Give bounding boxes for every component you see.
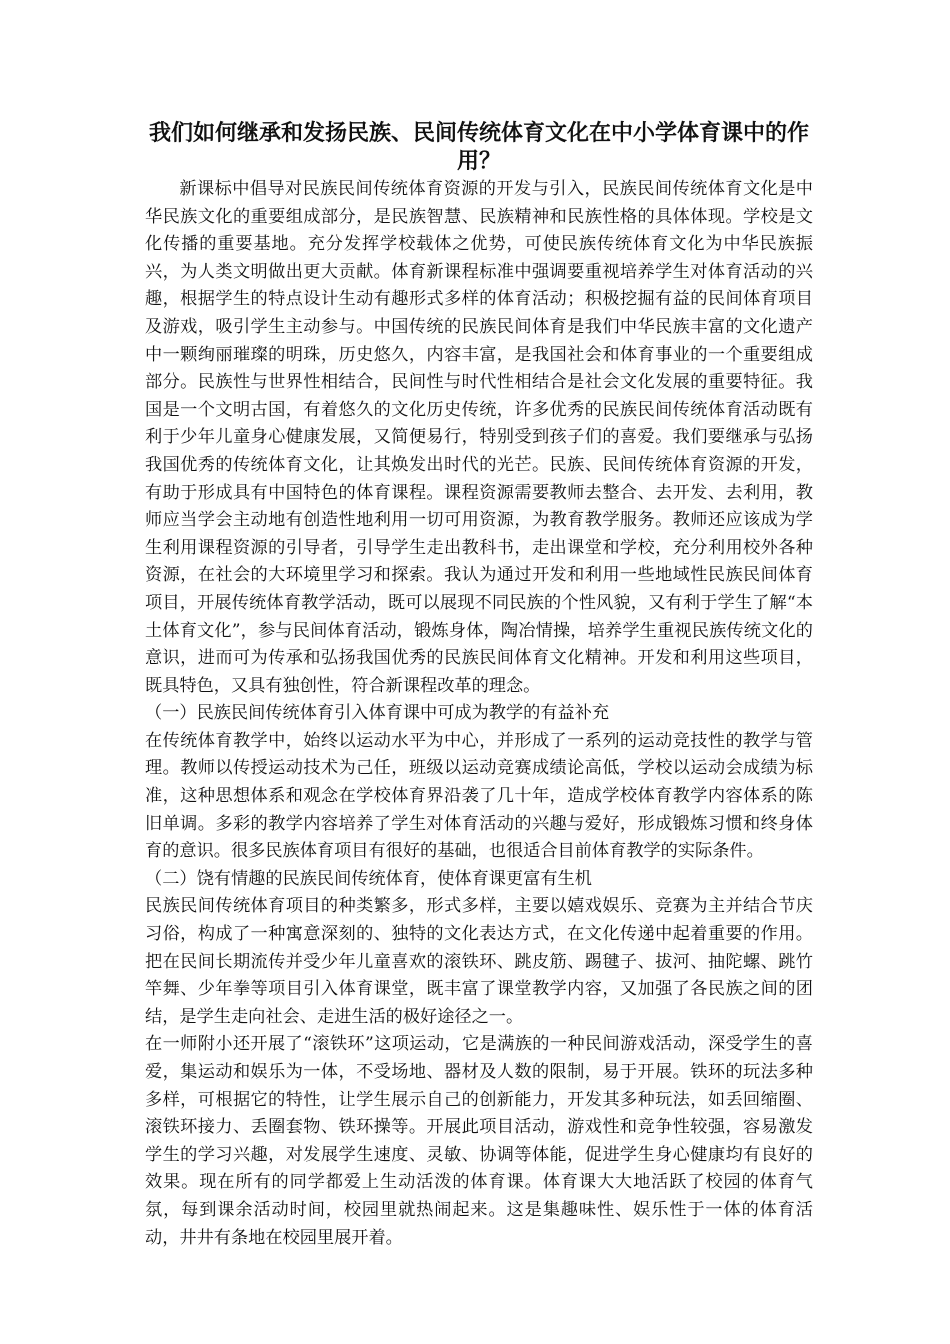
intro-paragraph: 新课标中倡导对民族民间传统体育资源的开发与引入，民族民间传统体育文化是中华民族文化的重要组成部分，是民族智慧、民族精神和民族性格的具体体现。学校是文化传播的重要基地。充分发挥学校载体之优势，可使民族传统体育文化为中华民族振兴，为人类文明做出更大贡献。体育新课程标准中强调要重视培养学生对体育活动的兴趣，根据学生的特点设计生动有趣形式多样的体育活动；积极挖掘有益的民间体育项目及游戏，吸引学生主动参与。中国传统的民族民间体育是我们中华民族丰富的文化遗产中一颗绚丽璀璨的明珠，历史悠久，内容丰富，是我国社会和体育事业的一个重要组成部分。民族性与世界性相结合，民间性与时代性相结合是社会文化发展的重要特征。我国是一个文明古国，有着悠久的文化历史传统，许多优秀的民族民间传统体育活动既有利于少年儿童身心健康发展，又简便易行，特别受到孩子们的喜爱。我们要继承与弘扬我国优秀的传统体育文化，让其焕发出时代的光芒。民族、民间传统体育资源的开发，有助于形成具有中国特色的体育课程。课程资源需要教师去整合、去开发、去利用，教师应当学会主动地有创造性地利用一切可用资源，为教育教学服务。教师还应该成为学生利用课程资源的引导者，引导学生走出教科书，走出课堂和学校，充分利用校外各种资源，在社会的大环境里学习和探索。我认为通过开发和利用一些地域性民族民间体育项目，开展传统体育教学活动，既可以展现不同民族的个性风貌，又有利于学生了解“本土体育文化”，参与民间体育活动，锻炼身体，陶冶情操，培养学生重视民族传统文化的意识，进而可为传承和弘扬我国优秀的民族民间体育文化精神。开发和利用这些项目，既具特色，又具有独创性，符合新课程改革的理念。	[145, 179, 813, 696]
section-heading-2: （二）饶有情趣的民族民间传统体育，使体育课更富有生机	[145, 868, 592, 889]
section-1-paragraph: 在传统体育教学中，始终以运动水平为中心，并形成了一系列的运动竞技性的教学与管理。教师以传授运动技术为己任，班级以运动竞赛成绩论高低，学校以运动会成绩为标准，这种思想体系和观念在学校体育界沿袭了几十年，造成学校体育教学内容体系的陈旧单调。多彩的教学内容培养了学生对体育活动的兴趣与爱好，形成锻炼习惯和终身体育的意识。很多民族体育项目有很好的基础，也很适合目前体育教学的实际条件。	[145, 730, 813, 862]
document-page	[145, 120, 813, 1252]
section-2-paragraph-2: 在一师附小还开展了“滚铁环”这项运动，它是满族的一种民间游戏活动，深受学生的喜爱，集运动和娱乐为一体，不受场地、器材及人数的限制，易于开展。铁环的玩法多种多样，可根据它的特性，让学生展示自己的创新能力，开发其多种玩法，如丢回缩圈、滚铁环接力、丢圈套物、铁环操等。开展此项目活动，游戏性和竞争性较强，容易激发学生的学习兴趣，对发展学生速度、灵敏、协调等体能，促进学生身心健康均有良好的效果。现在所有的同学都爱上生动活泼的体育课。体育课大大地活跃了校园的体育气氛，每到课余活动时间，校园里就热闹起来。这是集趣味性、娱乐性于一体的体育活动，井井有条地在校园里展开着。	[145, 1034, 813, 1248]
section-2-paragraph: 民族民间传统体育项目的种类繁多，形式多样，主要以嬉戏娱乐、竞赛为主并结合节庆习俗，构成了一种寓意深刻的、独特的文化表达方式，在文化传递中起着重要的作用。把在民间长期流传并受少年儿童喜欢的滚铁环、跳皮筋、踢毽子、拔河、抽陀螺、跳竹竿舞、少年拳等项目引入体育课堂，既丰富了课堂教学内容，又加强了各民族之间的团结，是学生走向社会、走进生活的极好途径之一。	[145, 896, 813, 1027]
section-heading-1: （一）民族民间传统体育引入体育课中可成为教学的有益补充	[145, 703, 610, 724]
document-title: 我们如何继承和发扬民族、民间传统体育文化在中小学体育课中的作用？	[148, 121, 809, 174]
